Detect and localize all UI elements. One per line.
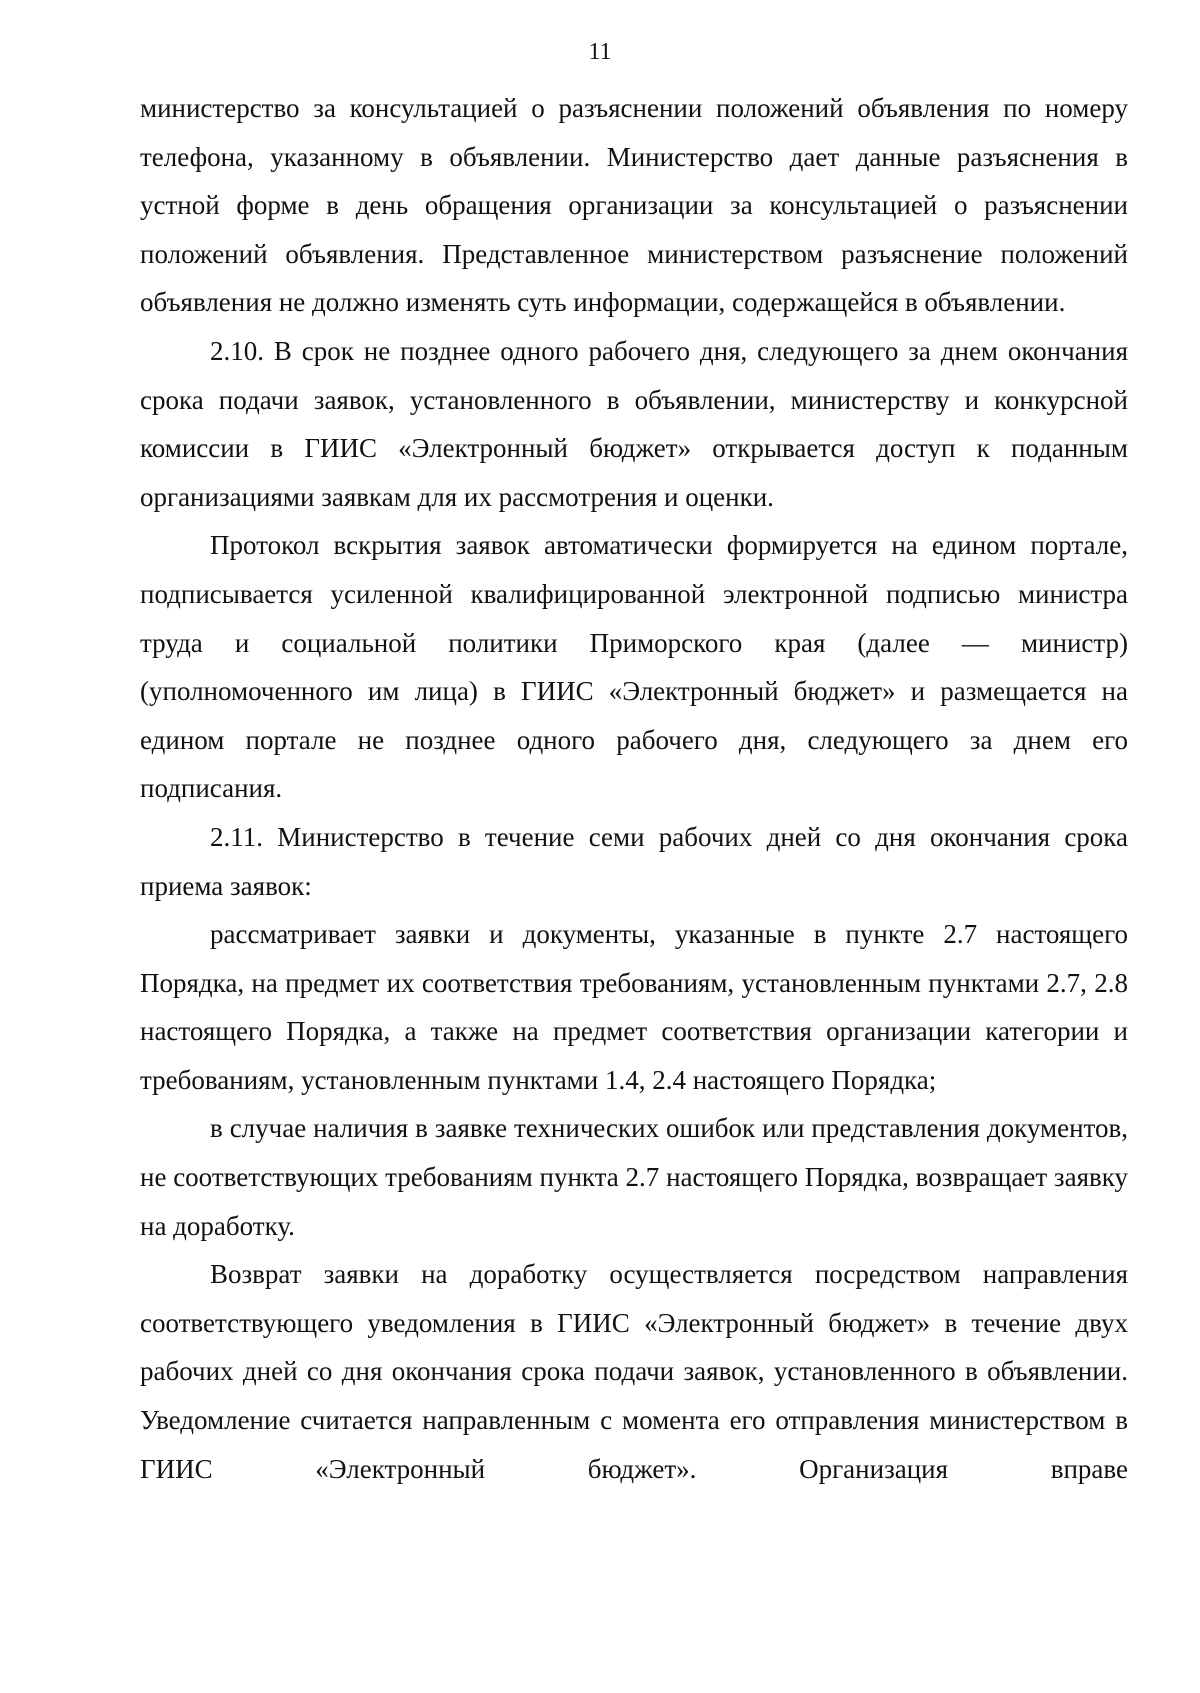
paragraph-2-11: 2.11. Министерство в течение семи рабочих дней со дня окончания срока приема заявок: (140, 821, 1128, 901)
paragraph-2-10: 2.10. В срок не позднее одного рабочего дня, следующего за днем окончания срока подачи заявок, установленного в объявлении, министерству и конкурсной комиссии в ГИИС «Электронный бюджет» открывается доступ к поданным организациями заявкам для их рассмотрения и оценки. (140, 335, 1128, 512)
paragraph-return-procedure: Возврат заявки на доработку осуществляется посредством направления соответствующего уведомления в ГИИС «Электронный бюджет» в течение двух рабочих дней со дня окончания срока подачи заявок, установленного в объявлении. Уведомление считается направленным с момента его отправления министерством в ГИИС «Электронный бюджет». Организация вправе (140, 1259, 1128, 1484)
paragraph-review-applications: рассматривает заявки и документы, указанные в пункте 2.7 настоящего Порядка, на предмет их соответствия требованиям, установленным пунктами 2.7, 2.8 настоящего Порядка, а также на предмет соответствия организации категории и требованиям, установленным пунктами 1.4, 2.4 настоящего Порядка; (140, 919, 1128, 1095)
page-number: 11 (588, 39, 612, 65)
document-body (140, 84, 1128, 1493)
paragraph-return-for-revision: в случае наличия в заявке технических ошибок или представления документов, не соответствующих требованиям пункта 2.7 настоящего Порядка, возвращает заявку на доработку. (140, 1113, 1128, 1241)
paragraph-opening-protocol: Протокол вскрытия заявок автоматически формируется на едином портале, подписывается усиленной квалифицированной электронной подписью министра труда и социальной политики Приморского края (далее — министр) (уполномоченного им лица) в ГИИС «Электронный бюджет» и размещается на едином портале не позднее одного рабочего дня, следующего за днем его подписания. (140, 530, 1128, 804)
paragraph-consultation-continuation: министерство за консультацией о разъяснении положений объявления по номеру телефона, указанному в объявлении. Министерство дает данные разъяснения в устной форме в день обращения организации за консультацией о разъяснении положений объявления. Представленное министерством разъяснение положений объявления не должно изменять суть информации, содержащейся в объявлении. (140, 93, 1128, 318)
